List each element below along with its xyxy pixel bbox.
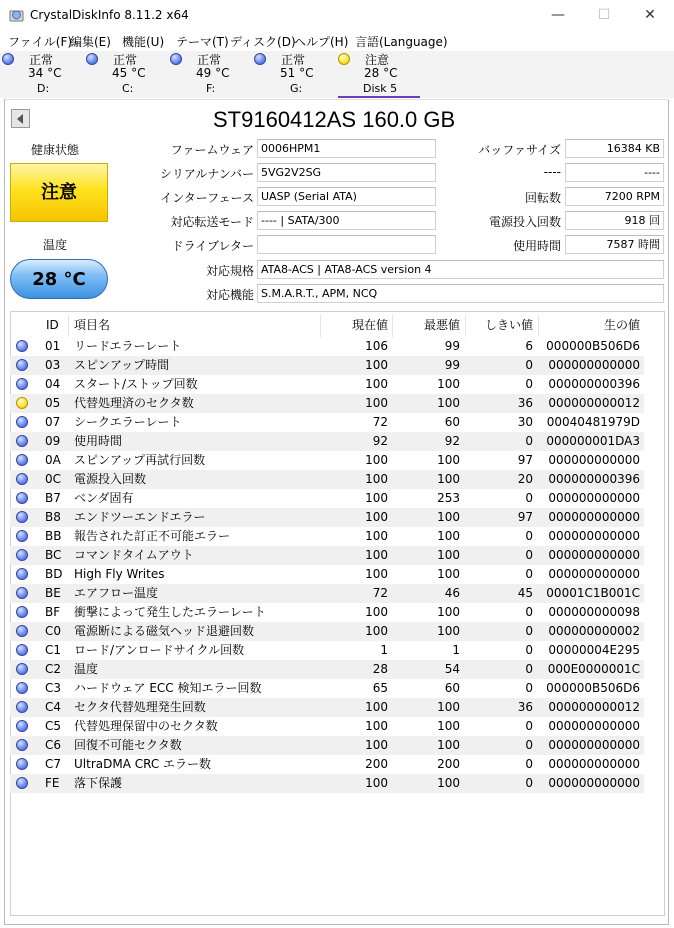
cell-raw: 000E0000001C: [547, 662, 640, 676]
cell-threshold: 30: [517, 415, 533, 429]
cell-attribute-name: 電源断による磁気ヘッド退避回数: [74, 624, 255, 638]
cell-attribute-name: エンドツーエンドエラー: [74, 510, 206, 524]
drive-tab-d[interactable]: [2, 51, 82, 98]
cell-worst: 100: [437, 472, 460, 486]
menu-edit[interactable]: 編集(E): [70, 35, 111, 49]
cell-worst: 54: [444, 662, 460, 676]
serial-field: 5VG2V2SG: [257, 163, 436, 182]
cell-raw: 000000000000: [548, 738, 640, 752]
table-row[interactable]: [10, 356, 644, 375]
cell-id: C5: [45, 719, 62, 733]
cell-id: 09: [45, 434, 61, 448]
cell-current: 100: [365, 605, 388, 619]
standard-field: ATA8-ACS | ATA8-ACS version 4: [257, 260, 664, 279]
temperature-badge[interactable]: 28 °C: [10, 259, 108, 299]
rotation-rate-label: 回転数: [524, 191, 561, 205]
cell-raw: 00040481979D: [546, 415, 640, 429]
cell-worst: 1: [452, 643, 460, 657]
status-good-icon: [16, 606, 28, 618]
cell-attribute-name: シークエラーレート: [74, 415, 182, 429]
cell-raw: 000000000000: [548, 453, 640, 467]
table-row[interactable]: [10, 375, 644, 394]
buffer-size-field: 16384 KB: [565, 139, 664, 158]
health-status-label: 健康状態: [31, 143, 80, 157]
status-good-icon: [16, 739, 28, 751]
cell-current: 92: [372, 434, 388, 448]
table-row[interactable]: [10, 603, 644, 622]
status-good-icon: [16, 492, 28, 504]
drive-status: 正常: [29, 53, 54, 67]
cell-current: 100: [365, 624, 388, 638]
cell-threshold: 0: [525, 434, 533, 448]
cell-current: 200: [365, 757, 388, 771]
cell-current: 100: [365, 396, 388, 410]
status-good-icon: [16, 340, 28, 352]
drive-temperature: 34 °C: [28, 66, 62, 80]
cell-worst: 100: [437, 719, 460, 733]
cell-raw: 000000000000: [548, 719, 640, 733]
cell-id: FE: [45, 776, 60, 790]
temperature-label: 温度: [43, 238, 68, 252]
cell-threshold: 0: [525, 757, 533, 771]
cell-attribute-name: ベンダ固有: [74, 491, 134, 505]
status-good-icon: [16, 568, 28, 580]
drive-letter: Disk 5: [363, 82, 398, 95]
drive-letter-label: ドライブレター: [171, 239, 254, 253]
cell-raw: 000000000396: [548, 472, 640, 486]
cell-id: C2: [45, 662, 62, 676]
cell-attribute-name: 落下保護: [74, 776, 123, 790]
menu-function[interactable]: 機能(U): [122, 35, 165, 49]
cell-raw: 000000000000: [548, 491, 640, 505]
table-row[interactable]: [10, 755, 644, 774]
cell-current: 72: [372, 415, 388, 429]
window-title: CrystalDiskInfo 8.11.2 x64: [30, 8, 189, 22]
cell-attribute-name: ロード/アンロードサイクル回数: [74, 643, 245, 657]
cell-raw: 000000000098: [548, 605, 640, 619]
cell-worst: 100: [437, 453, 460, 467]
cell-raw: 000000000000: [548, 548, 640, 562]
status-good-icon: [2, 53, 14, 65]
table-row[interactable]: [10, 584, 644, 603]
cell-worst: 100: [437, 396, 460, 410]
table-row[interactable]: [10, 337, 644, 356]
drive-status: 正常: [281, 53, 306, 67]
cell-raw: 000000000000: [548, 776, 640, 790]
cell-id: 05: [45, 396, 61, 410]
cell-raw: 000000000002: [548, 624, 640, 638]
cell-worst: 100: [437, 377, 460, 391]
cell-id: C6: [45, 738, 62, 752]
table-row[interactable]: [10, 565, 644, 584]
cell-current: 100: [365, 491, 388, 505]
menu-help[interactable]: ヘルプ(H): [294, 35, 349, 49]
cell-attribute-name: 代替処理済のセクタ数: [74, 396, 194, 410]
power-on-count-label: 電源投入回数: [488, 215, 561, 229]
status-good-icon: [16, 416, 28, 428]
drive-temperature: 28 °C: [364, 66, 398, 80]
status-good-icon: [86, 53, 98, 65]
cell-id: 0A: [45, 453, 61, 467]
cell-current: 100: [365, 738, 388, 752]
cell-current: 28: [372, 662, 388, 676]
cell-threshold: 0: [525, 662, 533, 676]
status-good-icon: [16, 530, 28, 542]
cell-attribute-name: 使用時間: [74, 434, 123, 448]
cell-threshold: 97: [517, 510, 533, 524]
menu-language[interactable]: 言語(Language): [355, 35, 448, 49]
cell-id: C1: [45, 643, 62, 657]
status-caution-icon: [16, 397, 28, 409]
column-header-threshold[interactable]: しきい値: [484, 318, 533, 332]
status-good-icon: [16, 758, 28, 770]
blank-field: ----: [565, 163, 664, 182]
cell-current: 100: [365, 776, 388, 790]
cell-attribute-name: リードエラーレート: [74, 339, 182, 353]
power-on-hours-label: 使用時間: [512, 239, 561, 253]
cell-id: C0: [45, 624, 62, 638]
status-good-icon: [16, 777, 28, 789]
cell-current: 100: [365, 700, 388, 714]
table-row[interactable]: [10, 489, 644, 508]
table-row[interactable]: [10, 413, 644, 432]
cell-attribute-name: High Fly Writes: [74, 567, 165, 581]
column-divider[interactable]: [320, 315, 321, 337]
table-row[interactable]: [10, 508, 644, 527]
power-on-hours-field: 7587 時間: [565, 235, 664, 254]
cell-raw: 000000000012: [548, 396, 640, 410]
cell-attribute-name: スタート/ストップ回数: [74, 377, 198, 391]
cell-raw: 000000001DA3: [546, 434, 640, 448]
column-divider[interactable]: [68, 315, 69, 337]
cell-raw: 000000000000: [548, 510, 640, 524]
cell-attribute-name: エアフロー温度: [74, 586, 159, 600]
table-row[interactable]: [10, 679, 644, 698]
cell-current: 100: [365, 377, 388, 391]
buffer-size-label: バッファサイズ: [478, 143, 561, 157]
cell-id: B8: [45, 510, 61, 524]
cell-worst: 100: [437, 548, 460, 562]
cell-raw: 000000000000: [548, 567, 640, 581]
column-header-name[interactable]: 項目名: [74, 318, 111, 332]
cell-current: 72: [372, 586, 388, 600]
cell-current: 100: [365, 453, 388, 467]
menu-theme[interactable]: テーマ(T): [176, 35, 229, 49]
cell-worst: 253: [437, 491, 460, 505]
cell-worst: 100: [437, 605, 460, 619]
table-row[interactable]: [10, 641, 644, 660]
cell-threshold: 20: [517, 472, 533, 486]
cell-worst: 200: [437, 757, 460, 771]
cell-id: BF: [45, 605, 61, 619]
cell-attribute-name: コマンドタイムアウト: [74, 548, 194, 562]
interface-field: UASP (Serial ATA): [257, 187, 436, 206]
serial-label: シリアルナンバー: [159, 167, 254, 181]
status-good-icon: [16, 587, 28, 599]
cell-worst: 100: [437, 510, 460, 524]
status-good-icon: [16, 625, 28, 637]
table-row[interactable]: [10, 527, 644, 546]
drive-temperature: 49 °C: [196, 66, 230, 80]
firmware-label: ファームウェア: [170, 143, 254, 157]
cell-worst: 100: [437, 738, 460, 752]
cell-attribute-name: 衝撃によって発生したエラーレート: [74, 605, 266, 619]
status-good-icon: [16, 359, 28, 371]
drive-letter: G:: [290, 82, 303, 95]
health-status-badge[interactable]: 注意: [10, 163, 108, 222]
cell-current: 100: [365, 719, 388, 733]
drive-temperature: 51 °C: [280, 66, 314, 80]
status-good-icon: [254, 53, 266, 65]
cell-worst: 60: [444, 681, 460, 695]
status-good-icon: [16, 473, 28, 485]
cell-id: C7: [45, 757, 62, 771]
cell-threshold: 0: [525, 624, 533, 638]
drive-status: 注意: [365, 53, 390, 67]
cell-id: C4: [45, 700, 62, 714]
cell-threshold: 0: [525, 643, 533, 657]
status-good-icon: [16, 701, 28, 713]
selected-drive-indicator: [338, 96, 420, 98]
menu-disk[interactable]: ディスク(D): [230, 35, 296, 49]
rotation-rate-field: 7200 RPM: [565, 187, 664, 206]
drive-status: 正常: [197, 53, 222, 67]
cell-current: 100: [365, 529, 388, 543]
cell-worst: 100: [437, 624, 460, 638]
column-divider[interactable]: [392, 315, 393, 337]
cell-worst: 100: [437, 776, 460, 790]
cell-id: 03: [45, 358, 61, 372]
table-row[interactable]: [10, 470, 644, 489]
cell-attribute-name: セクタ代替処理発生回数: [74, 700, 206, 714]
column-divider[interactable]: [465, 315, 466, 337]
interface-label: インターフェース: [160, 191, 254, 205]
blank-label: ----: [543, 165, 561, 179]
cell-worst: 99: [444, 358, 460, 372]
status-good-icon: [16, 663, 28, 675]
cell-attribute-name: ハードウェア ECC 検知エラー回数: [74, 681, 262, 695]
table-header: [10, 313, 660, 337]
cell-worst: 99: [444, 339, 460, 353]
cell-current: 100: [365, 567, 388, 581]
table-row[interactable]: [10, 622, 644, 641]
cell-threshold: 0: [525, 681, 533, 695]
cell-threshold: 0: [525, 719, 533, 733]
table-row[interactable]: [10, 394, 644, 413]
table-row[interactable]: [10, 736, 644, 755]
status-good-icon: [170, 53, 182, 65]
column-divider[interactable]: [538, 315, 539, 337]
cell-threshold: 0: [525, 491, 533, 505]
table-row[interactable]: [10, 660, 644, 679]
drive-tab-g[interactable]: [254, 51, 334, 98]
cell-attribute-name: 報告された訂正不可能エラー: [74, 529, 231, 543]
table-row[interactable]: [10, 774, 644, 793]
features-label: 対応機能: [205, 288, 254, 302]
column-header-id[interactable]: ID: [46, 318, 59, 332]
drive-tab-f[interactable]: [170, 51, 250, 98]
power-on-count-field: 918 回: [565, 211, 664, 230]
drive-tab-disk5[interactable]: [338, 51, 418, 98]
cell-id: BE: [45, 586, 61, 600]
status-good-icon: [16, 720, 28, 732]
column-header-worst[interactable]: 最悪値: [423, 318, 460, 332]
cell-raw: 000000B506D6: [546, 681, 640, 695]
status-good-icon: [16, 549, 28, 561]
features-field: S.M.A.R.T., APM, NCQ: [257, 284, 664, 303]
cell-worst: 100: [437, 567, 460, 581]
drive-tab-c[interactable]: [86, 51, 166, 98]
cell-threshold: 0: [525, 776, 533, 790]
column-header-raw[interactable]: 生の値: [603, 318, 640, 332]
drive-letter: C:: [122, 82, 134, 95]
status-good-icon: [16, 435, 28, 447]
table-row[interactable]: [10, 717, 644, 736]
cell-attribute-name: 代替処理保留中のセクタ数: [74, 719, 218, 733]
cell-id: 0C: [45, 472, 62, 486]
cell-threshold: 0: [525, 358, 533, 372]
cell-worst: 100: [437, 529, 460, 543]
cell-attribute-name: UltraDMA CRC エラー数: [74, 757, 212, 771]
cell-raw: 000000000012: [548, 700, 640, 714]
cell-current: 1: [380, 643, 388, 657]
cell-id: B7: [45, 491, 61, 505]
menu-file[interactable]: ファイル(F): [8, 35, 73, 49]
table-row[interactable]: [10, 432, 644, 451]
firmware-field: 0006HPM1: [257, 139, 436, 158]
drive-status: 正常: [113, 53, 138, 67]
cell-current: 100: [365, 510, 388, 524]
drive-temperature: 45 °C: [112, 66, 146, 80]
cell-threshold: 45: [517, 586, 533, 600]
cell-attribute-name: スピンアップ時間: [74, 358, 170, 372]
disk-model-title: ST9160412AS 160.0 GB: [213, 107, 456, 132]
cell-worst: 100: [437, 700, 460, 714]
cell-raw: 000000000000: [548, 757, 640, 771]
cell-id: BC: [45, 548, 62, 562]
cell-threshold: 97: [517, 453, 533, 467]
cell-raw: 00001C1B001C: [546, 586, 640, 600]
drive-letter: F:: [206, 82, 216, 95]
cell-threshold: 6: [525, 339, 533, 353]
cell-current: 65: [372, 681, 388, 695]
cell-threshold: 36: [517, 700, 533, 714]
cell-current: 100: [365, 548, 388, 562]
minimize-button[interactable]: —: [551, 7, 565, 23]
standard-label: 対応規格: [205, 264, 254, 278]
transfer-mode-field: ---- | SATA/300: [257, 211, 436, 230]
cell-attribute-name: 回復不可能セクタ数: [74, 738, 182, 752]
status-caution-icon: [338, 53, 350, 65]
column-header-current[interactable]: 現在値: [351, 318, 388, 332]
cell-threshold: 36: [517, 396, 533, 410]
cell-threshold: 0: [525, 738, 533, 752]
app-icon: [9, 8, 24, 22]
cell-threshold: 0: [525, 567, 533, 581]
drive-letter: D:: [37, 82, 50, 95]
cell-raw: 000000000000: [548, 358, 640, 372]
cell-id: 04: [45, 377, 61, 391]
status-good-icon: [16, 454, 28, 466]
cell-attribute-name: スピンアップ再試行回数: [74, 453, 206, 467]
cell-threshold: 0: [525, 605, 533, 619]
status-good-icon: [16, 644, 28, 656]
drive-letter-field: [257, 235, 436, 254]
cell-raw: 000000B506D6: [546, 339, 640, 353]
previous-disk-button[interactable]: [11, 109, 30, 128]
close-button[interactable]: ✕: [644, 7, 656, 23]
cell-current: 100: [365, 472, 388, 486]
cell-worst: 92: [444, 434, 460, 448]
cell-attribute-name: 電源投入回数: [74, 472, 147, 486]
maximize-button[interactable]: ☐: [597, 7, 611, 23]
cell-id: C3: [45, 681, 62, 695]
cell-id: 07: [45, 415, 61, 429]
cell-id: BB: [45, 529, 62, 543]
table-row[interactable]: [10, 698, 644, 717]
cell-current: 106: [365, 339, 388, 353]
status-good-icon: [16, 511, 28, 523]
cell-raw: 00000004E295: [548, 643, 640, 657]
cell-threshold: 0: [525, 548, 533, 562]
cell-threshold: 0: [525, 529, 533, 543]
table-row[interactable]: [10, 546, 644, 565]
status-good-icon: [16, 378, 28, 390]
cell-id: BD: [45, 567, 63, 581]
cell-raw: 000000000000: [548, 529, 640, 543]
cell-worst: 46: [444, 586, 460, 600]
transfer-mode-label: 対応転送モード: [170, 215, 254, 229]
divider: [5, 99, 669, 100]
table-row[interactable]: [10, 451, 644, 470]
cell-threshold: 0: [525, 377, 533, 391]
cell-current: 100: [365, 358, 388, 372]
cell-raw: 000000000396: [548, 377, 640, 391]
cell-id: 01: [45, 339, 61, 353]
cell-attribute-name: 温度: [74, 662, 99, 676]
cell-worst: 60: [444, 415, 460, 429]
status-good-icon: [16, 682, 28, 694]
